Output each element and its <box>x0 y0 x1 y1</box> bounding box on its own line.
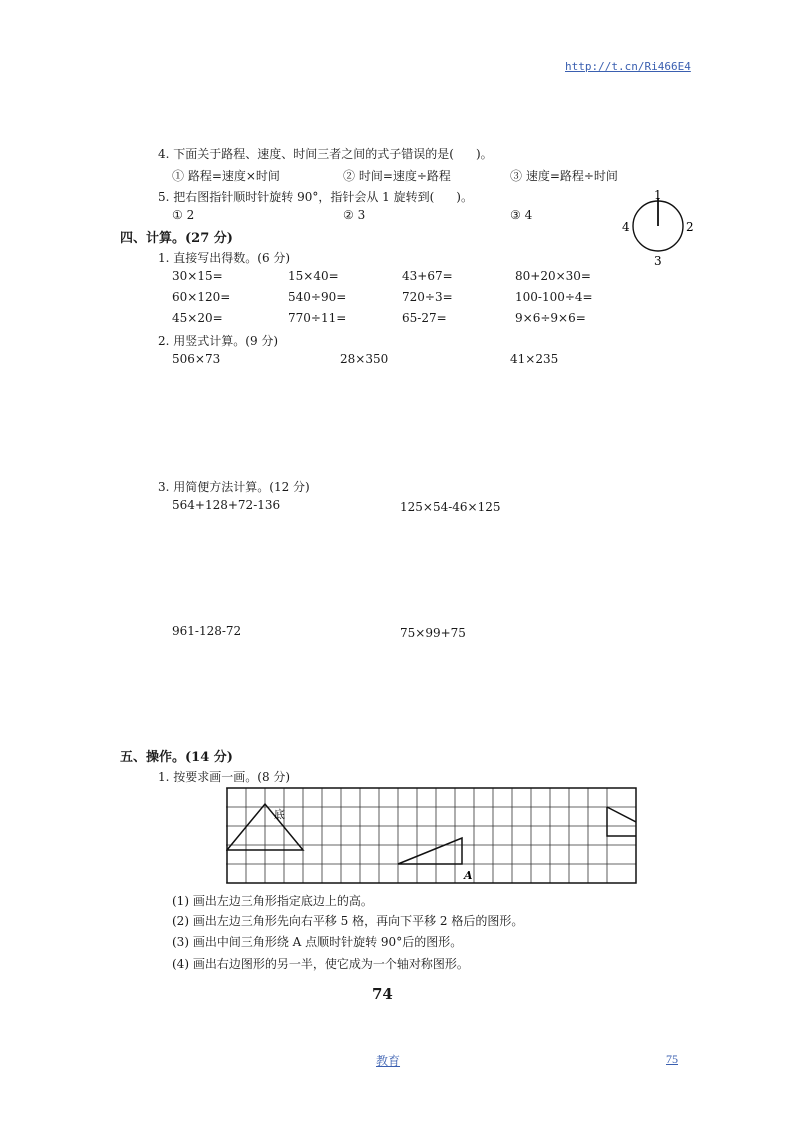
section4-p3-title: 3. 用简便方法计算。(12 分) <box>158 480 310 494</box>
q5-option-3: ③ 4 <box>510 208 533 222</box>
mental-math-cell: 770÷11= <box>288 311 347 325</box>
dial-label-left: 4 <box>622 220 630 234</box>
grid-lines <box>226 788 636 883</box>
vertical-calc-item: 28×350 <box>340 352 389 366</box>
mental-math-cell: 60×120= <box>172 290 231 304</box>
simplified-calc-item: 75×99+75 <box>400 626 466 640</box>
label-base: 底 <box>274 808 285 821</box>
simplified-calc-item: 125×54-46×125 <box>400 500 501 514</box>
dial-label-top: 1 <box>654 188 662 202</box>
q4-stem-line <box>158 145 493 162</box>
section5-title: 五、操作。(14 分) <box>120 750 233 765</box>
section4-title: 四、计算。(27 分) <box>120 231 233 246</box>
footer-link-right[interactable]: 75 <box>666 1052 678 1066</box>
simplified-calc-item: 961-128-72 <box>172 624 242 638</box>
dial-label-right: 2 <box>686 220 694 234</box>
mental-math-cell: 65-27= <box>402 311 447 325</box>
q5-close: )。 <box>456 190 473 204</box>
dial-figure <box>618 182 702 268</box>
mental-math-cell: 30×15= <box>172 269 223 283</box>
instruction-1: (1) 画出左边三角形指定底边上的高。 <box>172 894 373 908</box>
vertical-calc-item: 41×235 <box>510 352 559 366</box>
header-link[interactable]: http://t.cn/Ri466E4 <box>565 60 691 73</box>
mental-math-cell: 15×40= <box>288 269 339 283</box>
mental-math-cell: 100-100÷4= <box>515 290 593 304</box>
dial-label-bottom: 3 <box>654 254 662 268</box>
mental-math-cell: 540÷90= <box>288 290 347 304</box>
mental-math-cell: 720÷3= <box>402 290 453 304</box>
right-half-diagonal <box>607 807 636 822</box>
middle-triangle <box>398 838 462 864</box>
grid-border <box>227 788 636 883</box>
section5-p1-title: 1. 按要求画一画。(8 分) <box>158 770 291 784</box>
mental-math-cell: 80+20×30= <box>515 269 591 283</box>
q5-option-2: ② 3 <box>343 208 366 222</box>
mental-math-cell: 45×20= <box>172 311 223 325</box>
vertical-calc-item: 506×73 <box>172 352 221 366</box>
label-point-a: A <box>464 869 473 882</box>
q4-stem: 4. 下面关于路程、速度、时间三者之间的式子错误的是( <box>158 147 454 161</box>
section4-p1-title: 1. 直接写出得数。(6 分) <box>158 251 291 265</box>
q4-option-2: ② 时间=速度÷路程 <box>343 169 451 183</box>
q5-stem-line <box>158 188 473 205</box>
footer-link-left[interactable]: 教育 <box>376 1054 401 1068</box>
drawing-grid[interactable] <box>226 787 638 885</box>
q4-option-3: ③ 速度=路程÷时间 <box>510 169 618 183</box>
q4-option-1: ① 路程=速度×时间 <box>172 169 280 183</box>
q5-option-1: ① 2 <box>172 208 195 222</box>
instruction-2: (2) 画出左边三角形先向右平移 5 格，再向下平移 2 格后的图形。 <box>172 914 524 928</box>
simplified-calc-item: 564+128+72-136 <box>172 498 281 512</box>
mental-math-cell: 9×6÷9×6= <box>515 311 586 325</box>
q5-stem: 5. 把右图指针顺时针旋转 90°，指针会从 1 旋转到( <box>158 190 435 204</box>
instruction-4: (4) 画出右边图形的另一半，使它成为一个轴对称图形。 <box>172 957 469 971</box>
section4-p2-title: 2. 用竖式计算。(9 分) <box>158 334 279 348</box>
right-half-shape <box>607 807 636 836</box>
page-number: 74 <box>372 985 393 1003</box>
instruction-3: (3) 画出中间三角形绕 A 点顺时针旋转 90°后的图形。 <box>172 935 463 949</box>
q4-close: )。 <box>475 147 493 161</box>
mental-math-cell: 43+67= <box>402 269 453 283</box>
